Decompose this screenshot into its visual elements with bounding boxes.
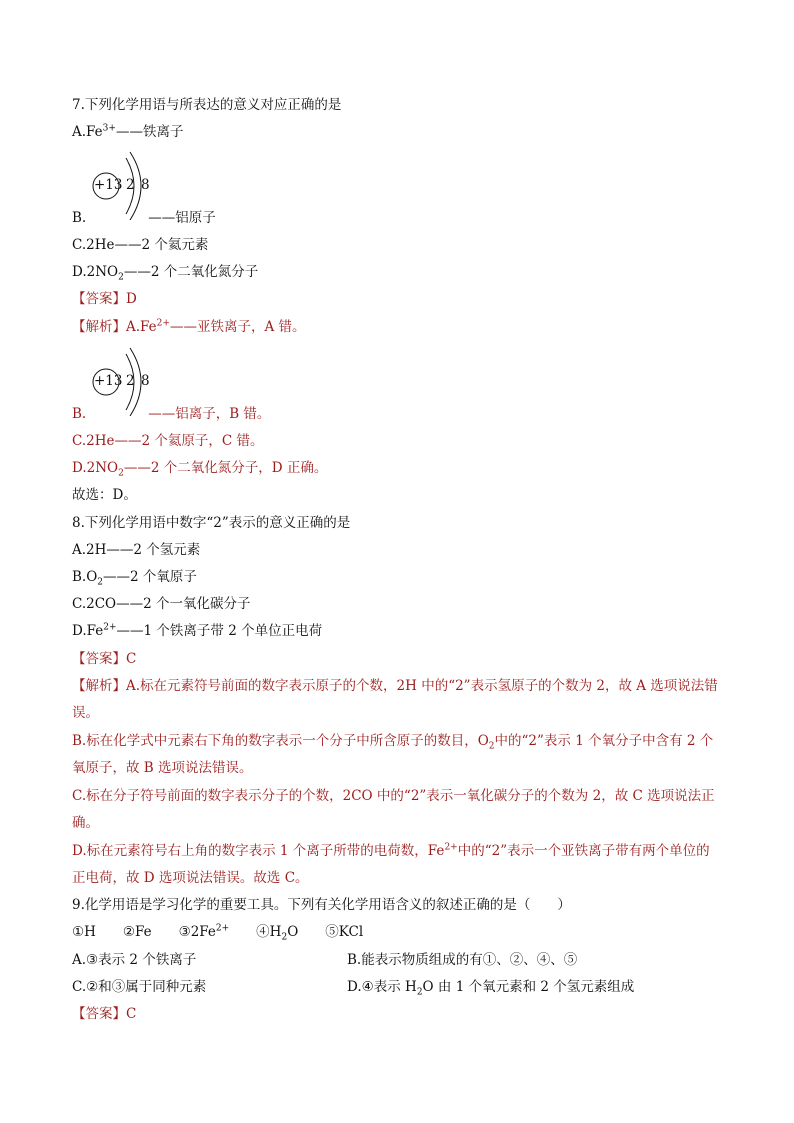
q9-stem: 9.化学用语是学习化学的重要工具。下列有关化学用语含义的叙述正确的是（ ）: [72, 897, 571, 913]
q7-option-c: C.2He——2 个氦元素: [72, 237, 209, 253]
q8-analysis-b: B.标在化学式中元素右下角的数字表示一个分子中所含原子的数目，$O_2$中的“2”表示 1 个氧分子中含有 2 个氧原子，故 B 选项说法错误。: [72, 733, 714, 776]
q8-analysis-d: D.标在元素符号右上角的数字表示 1 个离子所带的电荷数，$Fe^{2+}$中的“2”表示一个亚铁离子带有两个单位的正电荷，故 D 选项说法错误。故选 C。: [72, 842, 710, 886]
q9-answer: 【答案】C: [72, 1006, 137, 1022]
q9-option-d: D.④表示 $H_2O$ 由 1 个氧元素和 2 个氢元素组成: [347, 979, 635, 998]
q7-analysis-b: B. ——铝离子，B 错。: [72, 406, 271, 422]
q9-option-a: A.③表示 2 个铁离子: [72, 952, 197, 968]
q7-choice: 故选：D。: [72, 487, 137, 503]
q9-option-b: B.能表示物质组成的有①、②、④、⑤: [347, 952, 578, 968]
q7-option-a: $A.Fe^{3+}——$铁离子: [72, 123, 184, 140]
q9-items: ①H ②Fe $③2Fe^{2+}$ $④H_2O$ ⑤KCl: [72, 923, 364, 943]
q7-analysis-a: 【解析】$A.Fe^{2+}——$亚铁离子，A 错。: [72, 318, 306, 335]
q7-analysis-d: $D.2NO_2——2$ 个二氧化氮分子，D 正确。: [72, 460, 328, 479]
q8-option-d: $D.Fe^{2+}——1$ 个铁离子带 2 个单位正电荷: [72, 622, 323, 639]
q7-option-b: B. ——铝原子: [72, 210, 216, 226]
q7-answer: 【答案】D: [72, 291, 137, 307]
atom-shell2-2: 8: [141, 373, 150, 389]
q9-option-c: C.②和③属于同种元素: [72, 979, 207, 995]
q8-analysis-a: 【解析】A.标在元素符号前面的数字表示原子的个数，2H 中的“2”表示氢原子的个数为 2，故 A 选项说法错误。: [72, 678, 718, 721]
atom-nucleus: +13: [94, 177, 123, 193]
atom-shell2: 8: [141, 177, 150, 193]
q8-stem: 8.下列化学用语中数字“2”表示的意义正确的是: [72, 515, 351, 531]
atom-shell1: 2: [126, 177, 135, 193]
atom-shell1-2: 2: [126, 373, 135, 389]
q8-answer: 【答案】C: [72, 651, 137, 667]
q8-option-a: A.2H——2 个氢元素: [72, 542, 201, 558]
q7-stem: 7.下列化学用语与所表达的意义对应正确的是: [72, 97, 342, 113]
q8-analysis-c: C.标在分子符号前面的数字表示分子的个数，2CO 中的“2”表示一氧化碳分子的个数为 2，故 C 选项说法正确。: [72, 788, 715, 831]
atom-nucleus-2: +13: [94, 373, 123, 389]
q8-option-b: $B.O_2——2$ 个氧原子: [72, 569, 197, 588]
q7-option-d: $D.2NO_2——2$ 个二氧化氮分子: [72, 264, 259, 283]
q8-option-c: C.2CO——2 个一氧化碳分子: [72, 596, 251, 612]
q7-analysis-c: C.2He——2 个氦原子，C 错。: [72, 433, 264, 449]
